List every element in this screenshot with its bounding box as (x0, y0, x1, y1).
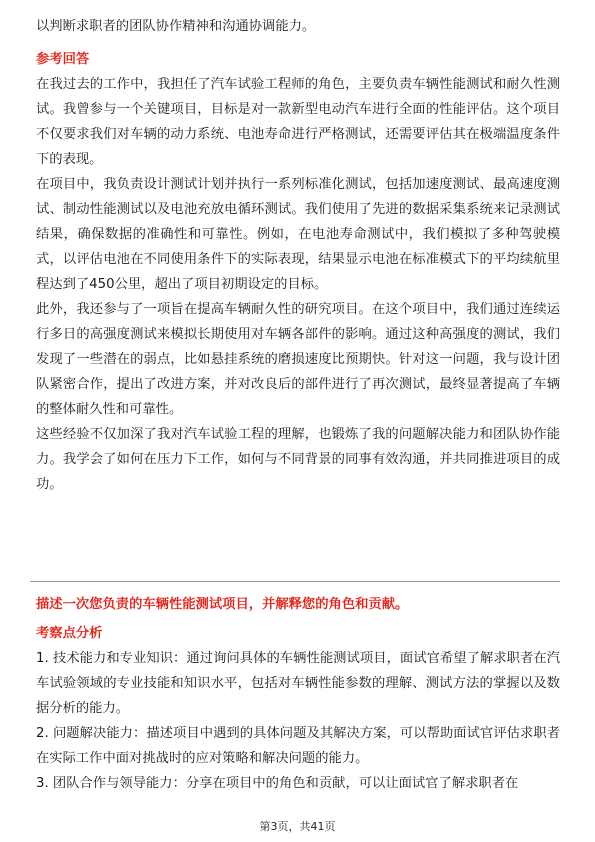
analysis-item: 3. 团队合作与领导能力：分享在项目中的角色和贡献，可以让面试官了解求职者在 (36, 776, 519, 791)
analysis-item: 1. 技术能力和专业知识：通过询问具体的车辆性能测试项目，面试官希望了解求职者在汽车试验领域的专业技能和知识水平，包括对车辆性能参数的理解、测试方法的掌握以及数据分析的能力。 (36, 651, 560, 716)
answer-section (36, 14, 560, 497)
question-text: 描述一次您负责的车辆性能测试项目，并解释您的角色和贡献。 (36, 597, 409, 612)
answer-paragraph: 在我过去的工作中，我担任了汽车试验工程师的角色，主要负责车辆性能测试和耐久性测试。我曾参与一个关键项目，目标是对一款新型电动汽车进行全面的性能评估。这个项目不仅要求我们对车辆的动力系统、电池寿命进行严格测试，还需要评估其在极端温度条件下的表现。 (36, 77, 560, 167)
section-divider (30, 581, 560, 582)
page-number: 第3页，共41页 (259, 820, 336, 833)
answer-paragraph: 在项目中，我负责设计测试计划并执行一系列标准化测试，包括加速度测试、最高速度测试、制动性能测试以及电池充放电循环测试。我们使用了先进的数据采集系统来记录测试结果，确保数据的准确性和可靠性。例如，在电池寿命测试中，我们模拟了多种驾驶模式，以评估电池在不同使用条件下的实际表现，结果显示电池在标准模式下的平均续航里程达到了450公里，超出了项目初期设定的目标。 (36, 177, 560, 292)
intro-tail: 以判断求职者的团队协作精神和沟通协调能力。 (36, 19, 316, 34)
answer-heading: 参考回答 (36, 52, 90, 67)
answer-paragraph: 这些经验不仅加深了我对汽车试验工程的理解，也锻炼了我的问题解决能力和团队协作能力。我学会了如何在压力下工作，如何与不同背景的同事有效沟通，并共同推进项目的成功。 (36, 427, 560, 492)
analysis-item: 2. 问题解决能力：描述项目中遇到的具体问题及其解决方案，可以帮助面试官评估求职者在实际工作中面对挑战时的应对策略和解决问题的能力。 (36, 726, 560, 766)
answer-paragraph: 此外，我还参与了一项旨在提高车辆耐久性的研究项目。在这个项目中，我们通过连续运行多日的高强度测试来模拟长期使用对车辆各部件的影响。通过这种高强度的测试，我们发现了一些潜在的弱点，比如悬挂系统的磨损速度比预期快。针对这一问题，我与设计团队紧密合作，提出了改进方案，并对改良后的部件进行了再次测试，最终显著提高了车辆的整体耐久性和可靠性。 (36, 302, 560, 417)
question-section (36, 592, 560, 796)
analysis-heading: 考察点分析 (36, 626, 103, 641)
